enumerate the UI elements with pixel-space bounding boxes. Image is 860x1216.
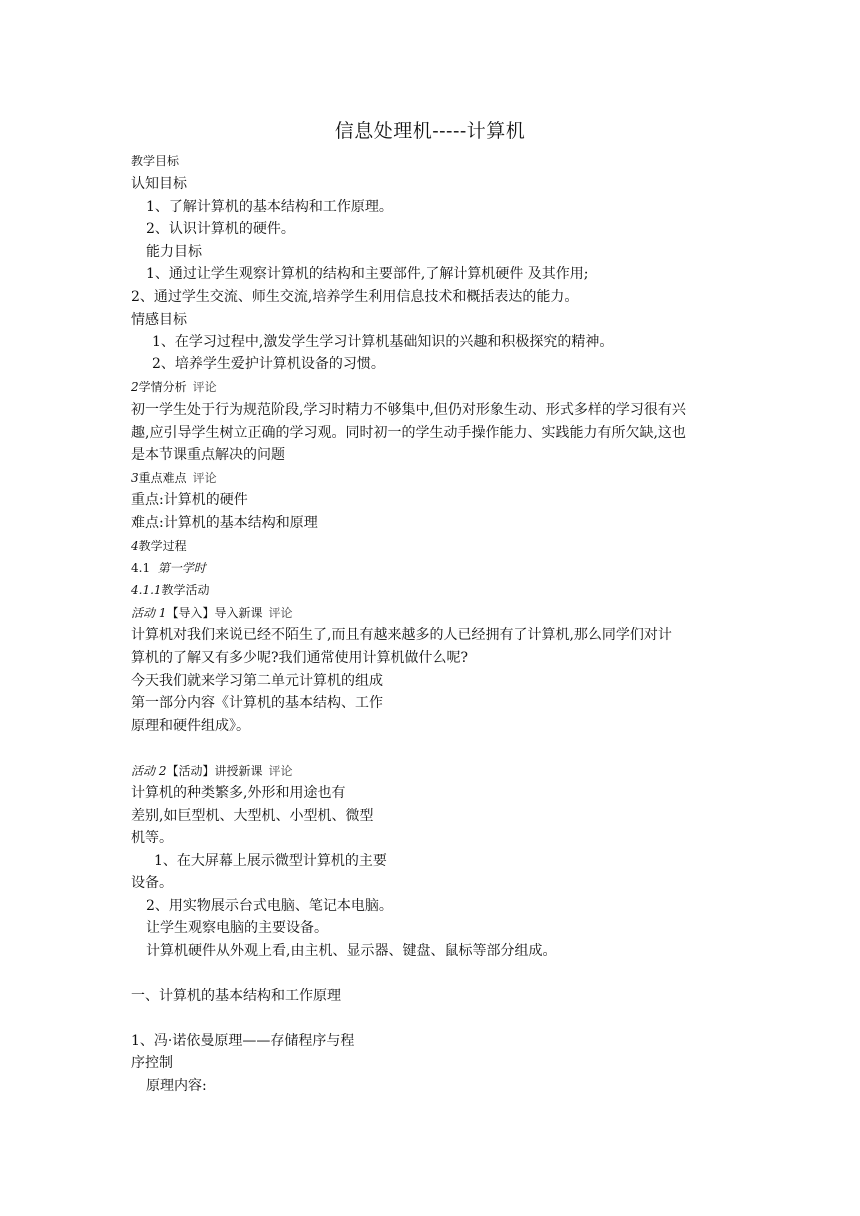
analysis-line-1: 初一学生处于行为规范阶段,学习时精力不够集中,但仍对形象生动、形式多样的学习很有兴 xyxy=(131,402,686,418)
difficulty-point: 难点:计算机的基本结构和原理 xyxy=(131,515,318,531)
ability-item-1: 1、通过让学生观察计算机的结构和主要部件,了解计算机硬件 及其作用; xyxy=(146,266,589,282)
comment-link[interactable]: 评论 xyxy=(268,606,293,620)
activity-1-line-5: 原理和硬件组成》。 xyxy=(131,718,250,734)
section-4-1-number: 4.1 xyxy=(131,561,151,575)
activity-1-line-2: 算机的了解又有多少呢?我们通常使用计算机做什么呢? xyxy=(131,650,469,666)
activity-1-line-4: 第一部分内容《计算机的基本结构、工作 xyxy=(131,695,383,711)
emotion-heading: 情感目标 xyxy=(131,312,187,328)
section-4-1-heading xyxy=(131,558,206,578)
part-1-title: 一、计算机的基本结构和工作原理 xyxy=(131,988,341,1004)
cognitive-item-1: 1、了解计算机的基本结构和工作原理。 xyxy=(146,199,393,215)
section-2-heading xyxy=(131,377,217,397)
emotion-item-2: 2、培养学生爱护计算机设备的习惯。 xyxy=(152,356,385,372)
section-4-1-title: 第一学时 xyxy=(157,561,206,575)
section-2-title: 学情分析 xyxy=(138,380,187,394)
section-4-title: 教学过程 xyxy=(138,539,187,553)
section-3-title: 重点难点 xyxy=(138,471,187,485)
von-neumann-line-1: 1、冯·诺依曼原理——存储程序与程 xyxy=(131,1033,355,1049)
activity-2-line-1: 计算机的种类繁多,外形和用途也有 xyxy=(131,785,346,801)
comment-link[interactable]: 评论 xyxy=(268,764,293,778)
section-4-1-1-title: 教学活动 xyxy=(161,583,210,597)
section-4-1-1-number: 4.1.1 xyxy=(131,583,162,597)
comment-link[interactable]: 评论 xyxy=(192,380,217,394)
activity-1-heading xyxy=(131,603,292,623)
activity-2-line-2: 差别,如巨型机、大型机、小型机、微型 xyxy=(131,808,374,824)
analysis-line-3: 是本节课重点解决的问题 xyxy=(131,447,285,463)
activity-2-line-8: 计算机硬件从外观上看,由主机、显示器、键盘、鼠标等部分组成。 xyxy=(146,943,557,959)
comment-link[interactable]: 评论 xyxy=(192,471,217,485)
analysis-line-2: 趣,应引导学生树立正确的学习观。同时初一的学生动手操作能力、实践能力有所欠缺,这也 xyxy=(131,425,686,441)
activity-1-line-3: 今天我们就来学习第二单元计算机的组成 xyxy=(131,673,383,689)
activity-2-line-7: 让学生观察电脑的主要设备。 xyxy=(146,920,328,936)
section-2-number: 2 xyxy=(131,380,139,394)
activity-2-label: 活动 2 xyxy=(131,764,167,778)
activity-2-line-4: 1、在大屏幕上展示微型计算机的主要 xyxy=(154,853,387,869)
activity-2-heading xyxy=(131,761,292,781)
activity-1-tag: 【导入】导入新课 xyxy=(166,606,263,620)
cognitive-item-2: 2、认识计算机的硬件。 xyxy=(146,221,295,237)
goals-heading: 教学目标 xyxy=(131,154,180,168)
section-3-number: 3 xyxy=(131,471,139,485)
activity-2-tag: 【活动】讲授新课 xyxy=(166,764,263,778)
emotion-item-1: 1、在学习过程中,激发学生学习计算机基础知识的兴趣和积极探究的精神。 xyxy=(152,334,614,350)
ability-heading: 能力目标 xyxy=(146,244,202,260)
activity-2-line-6: 2、用实物展示台式电脑、笔记本电脑。 xyxy=(146,898,393,914)
activity-2-line-3: 机等。 xyxy=(131,830,173,846)
section-3-heading xyxy=(131,468,217,488)
cognitive-heading: 认知目标 xyxy=(131,176,187,192)
ability-item-2: 2、通过学生交流、师生交流,培养学生利用信息技术和概括表达的能力。 xyxy=(131,289,579,305)
activity-2-line-5: 设备。 xyxy=(131,875,173,891)
von-neumann-line-3: 原理内容: xyxy=(146,1078,207,1094)
section-4-1-1-heading xyxy=(131,580,210,600)
section-4-number: 4 xyxy=(131,539,139,553)
activity-1-label: 活动 1 xyxy=(131,606,167,620)
section-4-heading xyxy=(131,536,187,556)
document-title: 信息处理机-----计算机 xyxy=(334,120,526,142)
von-neumann-line-2: 序控制 xyxy=(131,1055,173,1071)
activity-1-line-1: 计算机对我们来说已经不陌生了,而且有越来越多的人已经拥有了计算机,那么同学们对计 xyxy=(131,627,672,643)
key-point: 重点:计算机的硬件 xyxy=(131,492,248,508)
